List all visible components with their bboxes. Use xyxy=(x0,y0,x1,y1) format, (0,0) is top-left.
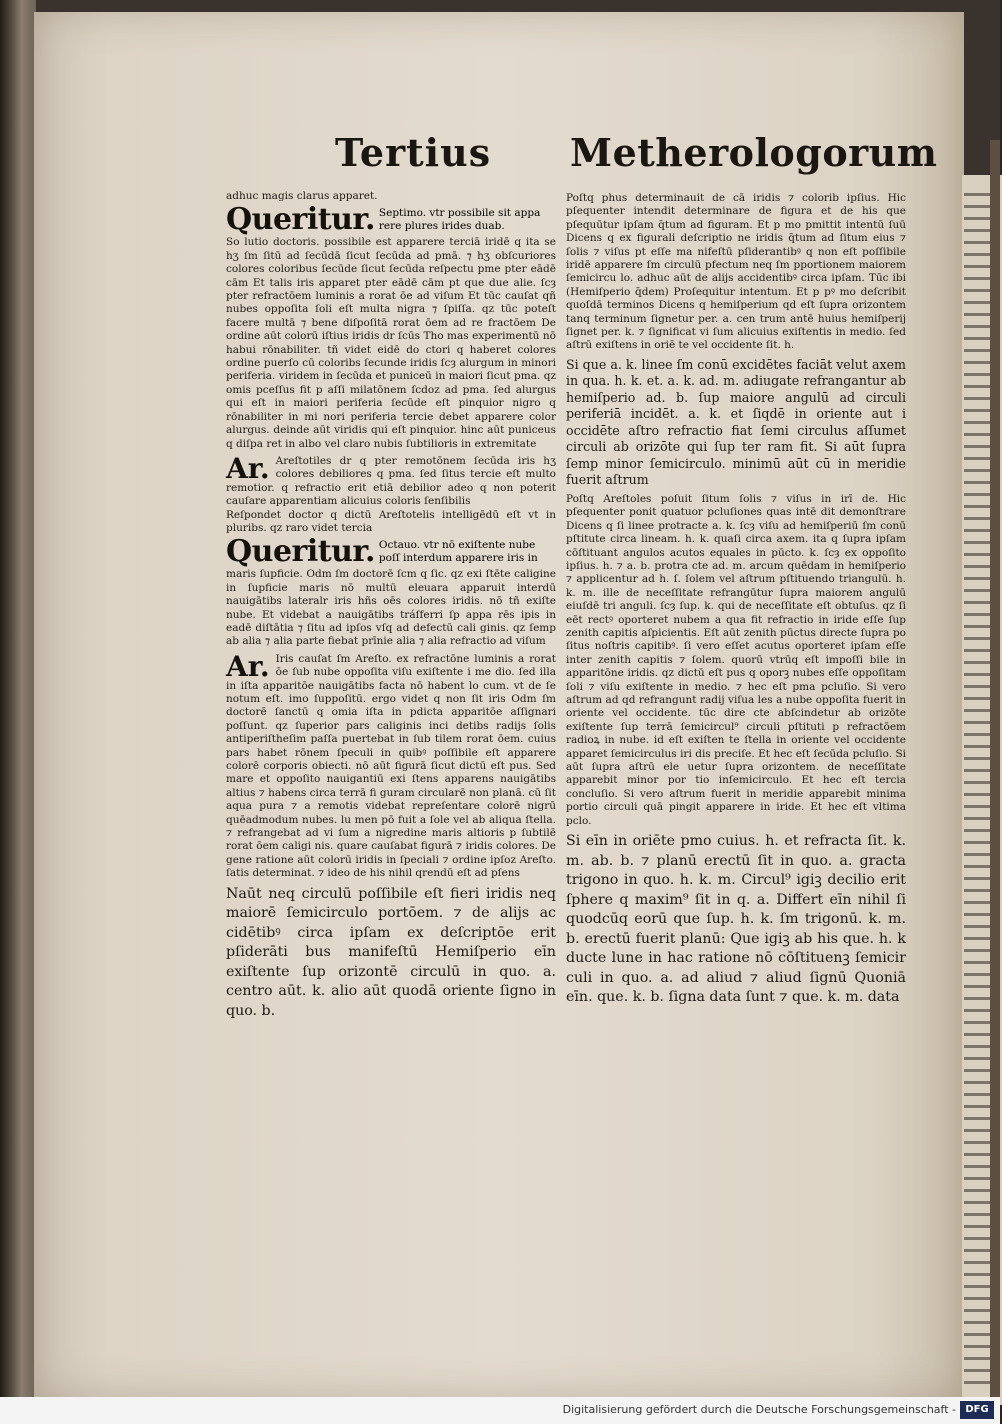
question-text: Septimo. vtr possibile sit appa rere plures irides duab. xyxy=(378,206,541,232)
paragraph: Poſtq Areſtoles poſuit ſitum ſolis ⁊ viſus in irī de. Hic pſequenter ponit quatuor pcluſiones quas intē dit demonſtrare Dicens q ſi linee protracte a. k. ſcȝ viſu ad hemiſperiū ſm conū pſtitute circa lineam. h. k. quaſi circa axem. ita q ſupra ipſam cōſtituant angulos acutos equales in pūcto. k. ſcȝ ex oppoſito ipſius. h. ⁊ a. b. protra cte ad. m. arcum quēdam in hemiſperio ⁊ applicentur ad h. ſ. ſolem vel aſtrum pſtituendo triangulū. h. k. m. ille de neceſſitate refrangūtur ſupra maiorem angulū eiuſdē tri anguli. ſcȝ ſup. k. qui de neceſſitate eſt obtuſus. qz ſi eēt rectꝰ oporteret nubem a qua fit refractio in iride eſſe ſup zenith capitis aſpicientis. Eſt aūt zenith pūctus directe ſupra po ſitus noſtris capitibꝰ. ſi vero eſſet acutus oporteret ipſam eſſe inter zenith capitis ⁊ ſolem. quorū vtrūq eſt impoſſi bile in apparitōne iridis. qz dictū eſt pus q oporꝫ nubes eſſe oppoſitam ſoli ⁊ viſu exiſtente in medio. ⁊ hec eſt pma pcluſio. Si vero aſtrum ad qd refrangunt radij viſua les a nube oppoſita fuerit in oriente vel occidente. tūc dire cte abſcindetur ab orizōte exiſtente ſup terrā ſemicircul⁹ circuli pſtituti p refractōem radioꝝ in nube. id eſt exiſten te ſtella in oriente vel occidente apparet ſemicirculus iri dis preciſe. Et hec eſt ſecūda pcluſio. Si aūt ſupra aſtrū ele uetur ſupra orizontem. de neceſſitate apparebit minor por tio inſemicirculo. Et hec eſt tercia concluſio. Si vero aſtrum fuerit in meridie apparebit minima portio circuli quā pingit apparere in iride. Et hec eſt vltima pclo. xyxy=(566,492,906,827)
right-text-column xyxy=(566,192,906,1006)
large-text-paragraph: Naūt neq circulū poſſibile eſt fieri iridis neq maiorē ſemicirculo portōem. ⁊ de alijs ac cidētibꝰ circa ipſam ex deſcriptōe erit pſiderāti bus manifeſtū Hemiſperio eīn exiſtente ſup orizontē circulū in quo. a. centro aūt. k. alio aūt quodā oriente ſigno in quo. b. xyxy=(226,885,556,1019)
question-word: Queritur. xyxy=(226,534,375,570)
question-heading xyxy=(226,534,556,570)
large-text-paragraph: Si que a. k. linee ſm conū excidētes faciāt velut axem in qua. h. k. et. a. k. ad. m. adiugate refrangantur ab hemiſperio ad. b. ſup maiore angulū ad circuli periferiā incidēt. a. k. et ſiqdē in oriente aut i occidēte aſtro refractio fiat ſemi circulus aſſumet circuli ab orizōte qui ſup ter ram fit. Si aūt ſupra ſemp minor ſemicirculo. minimū aūt cū in meridie fuerit aſtrum xyxy=(566,356,906,488)
question-heading xyxy=(226,202,556,238)
large-text-paragraph: Si eīn in oriēte pmo cuius. h. et refracta ſit. k. m. ab. b. ⁊ planū erectū ſit in quo. a. gracta trigono in quo. h. k. m. Circul⁹ igiꝫ decilio erit ſphere q maxim⁹ ſit in q. a. Differt eīn nihil ſi quodcūq eorū que ſup. h. k. ſm trigonū. k. m. b. erectū fuerit planū: Que igiꝫ ab his que. h. k ducte lune in hac ratione nō cōſtituenꝫ ſemicir culi in quo. a. ad aliud ⁊ aliud ſignū Quoniā eīn. que. k. b. ſigna data ſunt ⁊ que. k. m. data xyxy=(566,833,906,1006)
dfg-logo: DFG xyxy=(960,1401,994,1419)
paragraph: maris ſupficie. Odm ſm doctorē ſcm q ſic. qz exi ſtēte caligine in ſupficie maris nō multū eleuara apparuit interdū nauigātibs lateralr iris hñs oēs colores iridis. nō tñ exiſte nube. Et videbat a nauigātibs tráſferri ſp appa rēs ipis in eadē diſtātia ⁊ ſitu ad ipſos vſq ad defectū cali ginis. qz ſemp ab alia ⁊ alia parte fiebat prīnie alia ⁊ alia refractio ad viſum xyxy=(226,568,556,648)
paragraph: So lutio doctoris. possibile est apparere terciā iridē q ita se hʒ ſm ſitū ad ſecūdā ſicut ſecūda ad pmā. ⁊ hʒ obſcuriores colores coloribus ſecūde ſicut ſecūda reſpectu pme pter eādē cām Et talis iris apparet pter eādē cām pt que due alie. ſcȝ pter refractōem luminis a rorat ōe ad viſum Et tūc cauſat qñ nubes oppoſita ſoli eſt multa nigra ⁊ ſpiſſa. qz tūc poteſt facere multā ⁊ bene diſpoſitā rorat ōem ad re fractōem De ordine aūt colorū iſtius iridis dr ſcūs Tho mas experimentū nō habui rōnabiliter. tñ videt eidē do ctori q haberet colores ordine puerſo cū coloribs ſecunde iridis ſcȝ alurgum in minori periferia. viridem in ſecūda et puniceū in maiori ſicut pma. qz omis pceſſus fit p aſſi milatōnem ſcdoz ad pma. ſed alurgus qui eſt in maiori periferia ſecūde eſt pinquior nigro q rōnabiliter in mi nori periferia tercie debet apparere color alurgus. deinde aūt viridis qui eſt pinquior. hinc aūt puniceus q diſpa ret in albo vel claro nubis ſubtilioris in extremitate xyxy=(226,236,556,450)
running-head-left: Tertius xyxy=(335,130,492,175)
left-text-column xyxy=(226,190,556,1019)
paragraph: Areſtotiles dr q pter remotōnem ſecūda iris hʒ colores debiliores q pma. ſed ſitus tercie eſt multo remotior. q refractio erit etiā debilior adeo q non poterit cauſare apparentiam alicuius coloris ſenſibilis xyxy=(226,454,556,508)
question-text: Octauo. vtr nō exiſtente nube poſſ interdum apparere iris in xyxy=(378,538,538,564)
question-word: Queritur. xyxy=(226,202,375,238)
book-edge-shadow xyxy=(990,140,1000,1400)
paragraph: Poſtq phus determinauit de cā iridis ⁊ colorib ipſius. Hic pſequenter intendit determinare de figura et de his que pſequūtur ipſam q̄tum ad figuram. Et p mo pmittit intentū ſuū Dicens q ex figurali deſcriptio ne iridis q̄tum ad ſitum eius ⁊ ſolis ⁊ viſus pt eſſe ma nifeſtū pſiderantibꝰ q non eſt poſſibile iridē apparere ſm circulū pfectum neq ſm pportionem maiorem ſemicircu lo. adhuc aūt de alijs accidentibꝰ circa ipſam. Tūc ibi (Hemiſperio q̄dem) Proſequitur intentum. Et p pꝰ mo deſcribit quoſdā terminos Dicens q hemiſperium qd eſt ſupra orizontem tanq terminum ſignetur per. a. cen trum antē huius hemiſperij ſignet per. k. ⁊ ſignificat vi ſum alicuius exiſtentis in medio. ſed aſtrū exiſtens in oriē te vel occidente ſit. h. xyxy=(566,192,906,352)
book-spine-edge xyxy=(0,0,36,1424)
ar-initial: Ar. xyxy=(226,649,270,683)
paragraph: adhuc magis clarus apparet. xyxy=(226,190,378,202)
paragraph: Reſpondet doctor q dictū Areſtotelis intelligēdū eſt vt in pluribs. qz raro videt tercia xyxy=(226,508,556,534)
ar-initial: Ar. xyxy=(226,451,270,485)
paragraph: Iris cauſat ſm Areſto. ex refractōne luminis a rorat ōe ſub nube oppoſita viſu exiſtente i me dio. ſed illa in iſta apparitōe nauigātibs facta nō habent lo cum. vt de ſe notum eſt. imo ſuppoſitū. ergo videt q non ſit iris Odm ſm doctorē ſanctū q omia iſta in pdicta apparitōe aſſignari poſſunt. qz ſuperior pars caliginis inci detibs radijs ſolis antiperiſtheſim paſſa puertebat in ſub tilem rorat ōem. cuius pars habet rōnem ſpeculi in quibꝰ poſſibile eſt apparere colorē corporis obiecti. nō aūt figurā ſicut dictū eſt pus. Sed mare et oppoſito nauigantiū exi ſtens apparens nauigātibs altius ⁊ habens circa terrā fi guram circularē non planā. cū ſit aqua pura ⁊ a remotis videbat repreſentare colorē nigrū quēadmodum nubes. lu men pō fuit a ſole vel ab aliqua ſtella. ⁊ refrangebat ad vi ſum a nigredine maris altioris p ſubtilē rorat ōem caligi nis. quare cauſabat figurā ⁊ iridis colores. De gene ratione aūt colorū iridis in ſpeciali ⁊ ordine ipſoz Areſto. ſatis determinat. ⁊ ideo de his nihil qrendū eſt ad pſens xyxy=(226,652,556,880)
running-head-right: Metherologorum xyxy=(570,130,938,175)
footer-credit: Digitalisierung gefördert durch die Deutsche Forschungsgemeinschaft - xyxy=(562,1403,956,1416)
footer-bar xyxy=(0,1397,1000,1424)
